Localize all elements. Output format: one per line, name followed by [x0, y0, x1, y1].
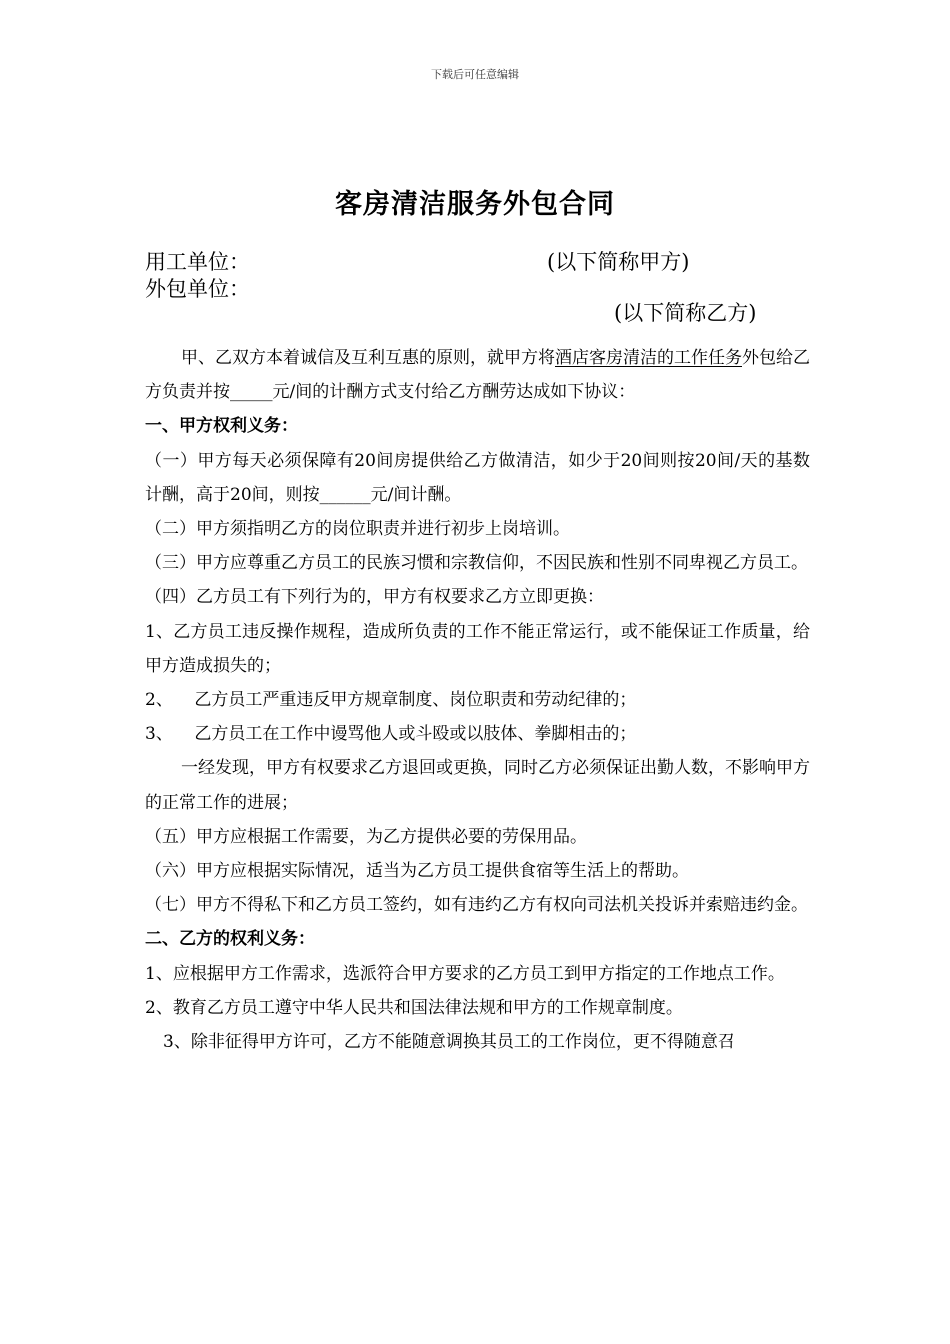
contract-body	[145, 341, 810, 1059]
document-title: 客房清洁服务外包合同	[335, 189, 615, 220]
section1-note: 一经发现，甲方有权要求乙方退回或更换，同时乙方必须保证出勤人数，不影响甲方的正常工作的进展；	[145, 758, 810, 813]
intro-paragraph	[145, 341, 810, 409]
employer-label: 用工单位：	[145, 250, 250, 274]
section1-item5: （五）甲方应根据工作需要，为乙方提供必要的劳保用品。	[145, 826, 587, 847]
section2-item1: 1、应根据甲方工作需求，选派符合甲方要求的乙方员工到甲方指定的工作地点工作。	[145, 963, 785, 984]
section1-heading: 一、甲方权利义务：	[145, 416, 298, 437]
contractor-label: 外包单位：	[145, 277, 250, 301]
intro-underlined-task: 酒店客房清洁的工作任务	[555, 348, 742, 368]
section1-sub1: 1、乙方员工违反操作规程，造成所负责的工作不能正常运行，或不能保证工作质量，给甲方造成损失的；	[145, 621, 810, 676]
section1-item3: （三）甲方应尊重乙方员工的民族习惯和宗教信仰，不因民族和性别不同卑视乙方员工。	[145, 553, 808, 574]
section1-item4: （四）乙方员工有下列行为的，甲方有权要求乙方立即更换：	[145, 587, 604, 608]
section1-item6: （六）甲方应根据实际情况，适当为乙方员工提供食宿等生活上的帮助。	[145, 861, 689, 882]
section2-item2: 2、教育乙方员工遵守中华人民共和国法律法规和甲方的工作规章制度。	[145, 997, 683, 1018]
intro-text-1: 甲、乙双方本着诚信及互利互惠的原则，就甲方将	[181, 348, 555, 368]
contractor-note: (以下简称乙方)	[614, 301, 757, 325]
section2-item3: 3、除非征得甲方许可，乙方不能随意调换其员工的工作岗位，更不得随意召	[163, 1032, 735, 1053]
section2-heading: 二、乙方的权利义务：	[145, 929, 315, 950]
intro-text-2: 外包给乙方负责并按_____元/间的计酬方式支付给乙方酬劳达成如下协议：	[145, 348, 810, 403]
section1-sub2: 2、 乙方员工严重违反甲方规章制度、岗位职责和劳动纪律的；	[145, 690, 637, 711]
section1-item1: （一）甲方每天必须保障有20间房提供给乙方做清洁，如少于20间则按20间/天的基数计酬，高于20间，则按______元/间计酬。	[145, 450, 810, 505]
section1-sub3: 3、 乙方员工在工作中谩骂他人或斗殴或以肢体、拳脚相击的；	[145, 724, 637, 745]
employer-note: (以下简称甲方)	[547, 250, 690, 274]
section1-item2: （二）甲方须指明乙方的岗位职责并进行初步上岗培训。	[145, 519, 570, 540]
header-note: 下载后可任意编辑	[431, 68, 519, 81]
section1-item7: （七）甲方不得私下和乙方员工签约，如有违约乙方有权向司法机关投诉并索赔违约金。	[145, 895, 808, 916]
